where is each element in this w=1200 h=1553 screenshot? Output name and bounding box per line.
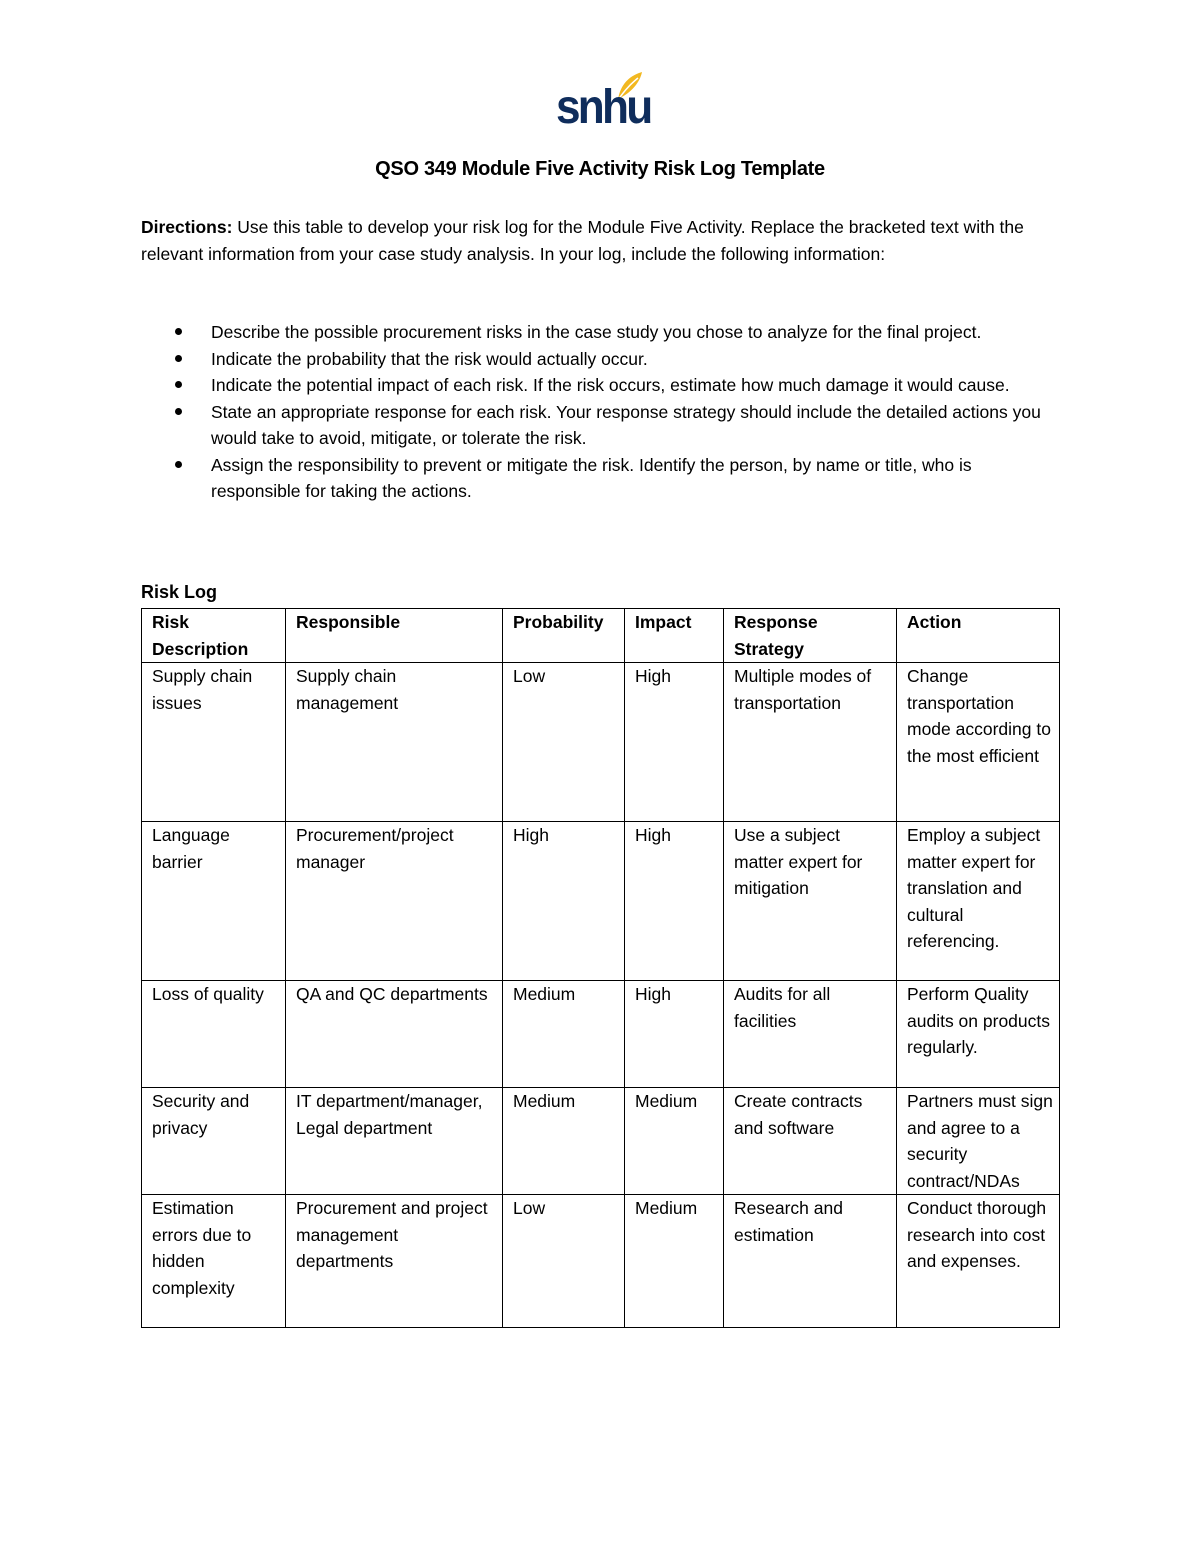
cell-risk-description: Estimation errors due to hidden complexity bbox=[142, 1195, 286, 1328]
column-header-response-strategy: Response Strategy bbox=[724, 609, 897, 663]
column-header-action: Action bbox=[897, 609, 1060, 663]
cell-action: Partners must sign and agree to a security contract/NDAs bbox=[897, 1088, 1060, 1195]
table-row bbox=[142, 981, 1060, 1088]
list-item bbox=[141, 372, 1061, 399]
cell-responsible: IT department/manager, Legal department bbox=[286, 1088, 503, 1195]
bullet-icon bbox=[175, 461, 182, 468]
table-header-row bbox=[142, 609, 1060, 663]
bullet-icon bbox=[175, 408, 182, 415]
instruction-list bbox=[141, 319, 1061, 505]
cell-risk-description: Supply chain issues bbox=[142, 663, 286, 822]
cell-probability: Low bbox=[503, 1195, 625, 1328]
cell-responsible: Procurement/project manager bbox=[286, 822, 503, 981]
cell-action: Perform Quality audits on products regularly. bbox=[897, 981, 1060, 1088]
cell-response-strategy: Use a subject matter expert for mitigation bbox=[724, 822, 897, 981]
directions-text: Use this table to develop your risk log for the Module Five Activity. Replace the bracketed text with the relevant information from your case study analysis. In your log, include the following information: bbox=[141, 217, 1024, 264]
list-item-text: Indicate the potential impact of each risk. If the risk occurs, estimate how much damage it would cause. bbox=[211, 375, 1010, 395]
cell-risk-description: Language barrier bbox=[142, 822, 286, 981]
cell-responsible: Supply chain management bbox=[286, 663, 503, 822]
cell-response-strategy: Multiple modes of transportation bbox=[724, 663, 897, 822]
directions-paragraph bbox=[141, 214, 1051, 267]
cell-impact: High bbox=[625, 981, 724, 1088]
list-item-text: Assign the responsibility to prevent or mitigate the risk. Identify the person, by name or title, who is responsible for taking the actions. bbox=[211, 454, 972, 501]
cell-impact: Medium bbox=[625, 1088, 724, 1195]
column-header-responsible: Responsible bbox=[286, 609, 503, 663]
bullet-icon bbox=[175, 328, 182, 335]
directions-label: Directions: bbox=[141, 217, 233, 237]
cell-probability: Medium bbox=[503, 981, 625, 1088]
cell-probability: High bbox=[503, 822, 625, 981]
list-item-text: Indicate the probability that the risk would actually occur. bbox=[211, 348, 648, 369]
table-row bbox=[142, 822, 1060, 981]
cell-impact: High bbox=[625, 663, 724, 822]
cell-risk-description: Security and privacy bbox=[142, 1088, 286, 1195]
cell-probability: Low bbox=[503, 663, 625, 822]
cell-action: Conduct thorough research into cost and expenses. bbox=[897, 1195, 1060, 1328]
cell-impact: Medium bbox=[625, 1195, 724, 1328]
column-header-risk-description: Risk Description bbox=[142, 609, 286, 663]
column-header-impact: Impact bbox=[625, 609, 724, 663]
cell-risk-description: Loss of quality bbox=[142, 981, 286, 1088]
logo-text: snhu bbox=[556, 81, 651, 134]
snhu-logo bbox=[550, 70, 650, 136]
document-title: QSO 349 Module Five Activity Risk Log Template bbox=[375, 158, 825, 180]
cell-response-strategy: Audits for all facilities bbox=[724, 981, 897, 1088]
cell-probability: Medium bbox=[503, 1088, 625, 1195]
cell-responsible: QA and QC departments bbox=[286, 981, 503, 1088]
list-item bbox=[141, 319, 1061, 346]
risk-log-table bbox=[141, 608, 1060, 1328]
table-row bbox=[142, 1088, 1060, 1195]
list-item bbox=[141, 452, 1061, 505]
column-header-probability: Probability bbox=[503, 609, 625, 663]
table-row bbox=[142, 663, 1060, 822]
cell-responsible: Procurement and project management departments bbox=[286, 1195, 503, 1328]
cell-response-strategy: Create contracts and software bbox=[724, 1088, 897, 1195]
list-item-text: Describe the possible procurement risks in the case study you chose to analyze for the final project. bbox=[211, 322, 982, 342]
bullet-icon bbox=[175, 381, 182, 388]
risk-log-heading: Risk Log bbox=[141, 582, 218, 602]
cell-action: Change transportation mode according to the most efficient bbox=[897, 663, 1060, 822]
table-row bbox=[142, 1195, 1060, 1328]
list-item bbox=[141, 399, 1061, 452]
cell-impact: High bbox=[625, 822, 724, 981]
list-item-text: State an appropriate response for each risk. Your response strategy should include the detailed actions you would take to avoid, mitigate, or tolerate the risk. bbox=[211, 401, 1041, 448]
bullet-icon bbox=[175, 355, 182, 362]
cell-response-strategy: Research and estimation bbox=[724, 1195, 897, 1328]
cell-action: Employ a subject matter expert for translation and cultural referencing. bbox=[897, 822, 1060, 981]
list-item bbox=[141, 346, 1061, 373]
